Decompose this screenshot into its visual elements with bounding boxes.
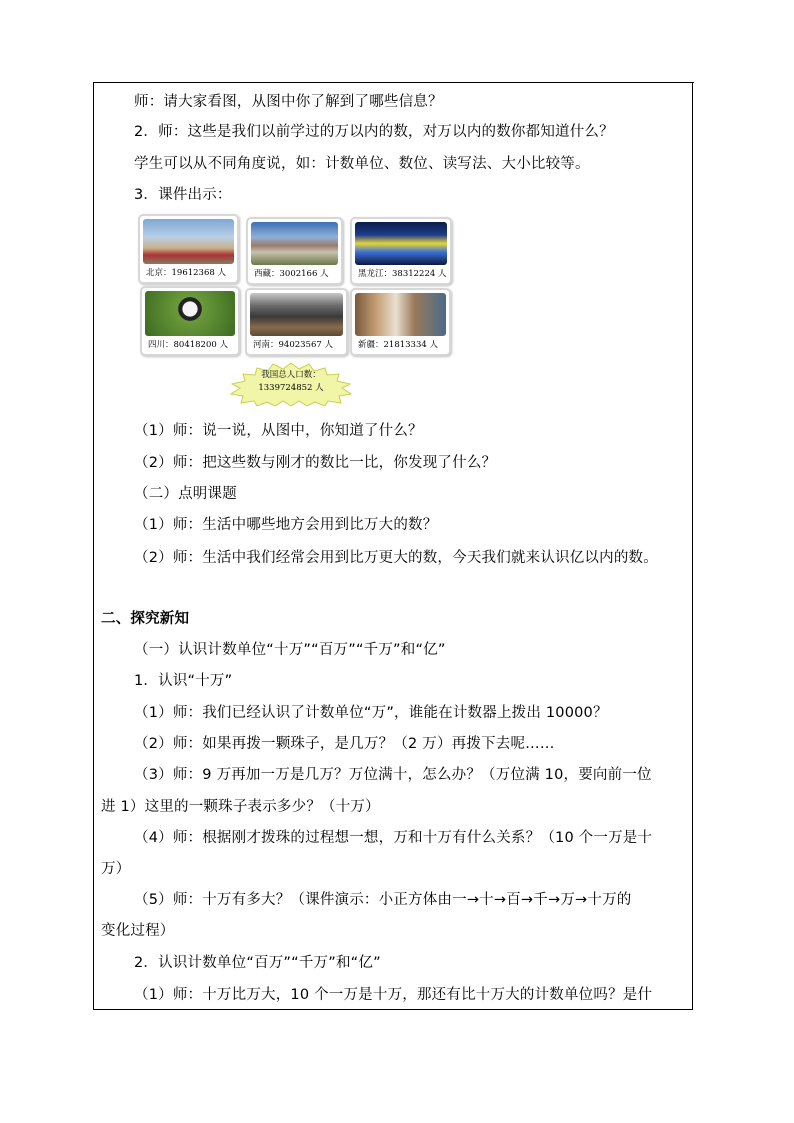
text-line: （3）师：9 万再加一万是几万？万位满十，怎么办？（万位满 10，要向前一位 xyxy=(134,767,652,783)
text-line: （4）师：根据刚才拨珠的过程想一想，万和十万有什么关系？（10 个一万是十 xyxy=(134,830,653,846)
photo-xinjiang xyxy=(350,288,451,356)
photo-caption: 西藏：3002166 人 xyxy=(254,269,329,279)
photo-henan xyxy=(245,288,348,356)
text-line: 万） xyxy=(101,861,131,877)
photo-sichuan xyxy=(140,286,240,356)
text-line: （1）师：十万比万大，10 个一万是十万，那还有比十万大的计数单位吗？是什 xyxy=(134,987,653,1003)
photo-tibet xyxy=(246,217,343,285)
photo-caption: 新疆：21813334 人 xyxy=(358,340,438,350)
text-line: （2）师：如果再拨一颗珠子，是几万？（2 万）再拨下去呢…… xyxy=(134,736,555,752)
text-line: （1）师：生活中哪些地方会用到比万大的数？ xyxy=(134,517,438,533)
photo-caption: 河南：94023567 人 xyxy=(253,340,333,350)
text-line: （2）师：把这些数与刚才的数比一比，你发现了什么？ xyxy=(134,455,497,471)
photo-caption: 北京：19612368 人 xyxy=(146,268,226,278)
text-line: 2．认识计数单位“百万”“千万”和“亿” xyxy=(134,955,381,971)
photo-caption: 四川：80418200 人 xyxy=(148,340,228,350)
badge-label: 我国总人口数： xyxy=(261,370,321,380)
text-line: （1）师：说一说，从图中，你知道了什么？ xyxy=(134,423,423,439)
text-line: 进 1）这里的一颗珠子表示多少？（十万） xyxy=(101,799,380,815)
badge-value: 1339724852 人 xyxy=(258,383,324,393)
text-line: 学生可以从不同角度说，如：计数单位、数位、读写法、大小比较等。 xyxy=(134,156,590,172)
section-heading: 二、探究新知 xyxy=(101,611,190,627)
photo-beijing xyxy=(138,214,239,284)
photo-heilongjiang xyxy=(350,217,452,285)
text-line: （二）点明课题 xyxy=(134,486,237,502)
text-line: 变化过程） xyxy=(101,923,175,939)
text-line: （5）师：十万有多大？（课件演示：小正方体由一→十→百→千→万→十万的 xyxy=(134,892,632,908)
text-line: 2．师：这些是我们以前学过的万以内的数，对万以内的数你都知道什么？ xyxy=(134,124,614,140)
text-line: 师：请大家看图，从图中你了解到了哪些信息？ xyxy=(134,94,443,110)
text-line: （1）师：我们已经认识了计数单位“万”，谁能在计数器上拨出 10000？ xyxy=(134,705,608,721)
text-line: （一）认识计数单位“十万”“百万”“千万”和“亿” xyxy=(134,642,446,658)
text-line: （2）师：生活中我们经常会用到比万更大的数，今天我们就来认识亿以内的数。 xyxy=(134,550,658,566)
text-line: 3．课件出示： xyxy=(134,187,232,203)
badge-text xyxy=(229,369,353,395)
photo-caption: 黑龙江：38312224 人 xyxy=(358,269,447,279)
text-line: 1．认识“十万” xyxy=(134,673,233,689)
